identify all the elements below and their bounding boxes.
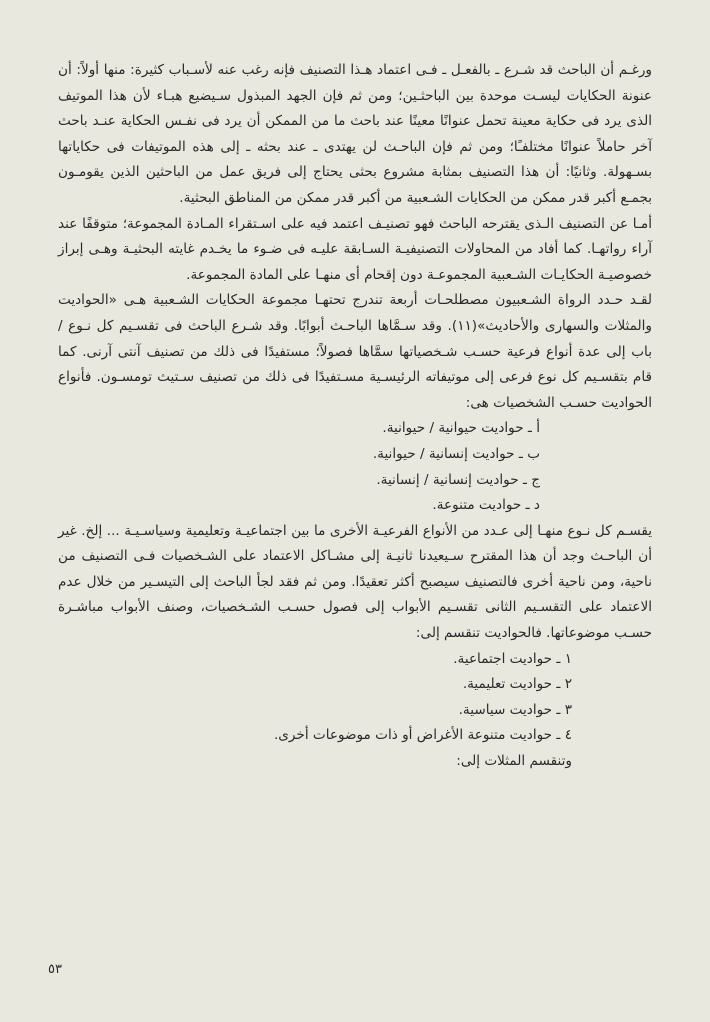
list-item: ٤ ـ حواديت متنوعة الأغراض أو ذات موضوعات أخرى. — [273, 727, 572, 744]
list-item: ٣ ـ حواديت سياسية. — [458, 701, 572, 718]
paragraph-proposed-classification: أمـا عن التصنيف الـذى يقترحه الباحث فهو تصنيـف اعتمد فيه على اسـتقراء المـادة المجموعة؛ متوقفًا عند آراء رواتهـا. كما أفاد من المحاولات التصنيفيـة السـابقة عليـه فى ضـوء ما يخـدم غايته البحثيـة وهـى إبراز خصوصيـة الحكايـات الشـعبية المجموعـة دون إقحام أى منهـا على المادة المجموعة. — [58, 215, 652, 283]
list-item: ١ ـ حواديت اجتماعية. — [453, 650, 572, 667]
paragraph-classification-intro: ورغـم أن الباحث قد شـرع ـ بالفعـل ـ فـى اعتماد هـذا التصنيف فإنه رغب عنه لأسـباب كثيرة: منها أولاً: أن عنونة الحكايات ليسـت موحدة بين الباحثـين؛ ومن ثم فإن الجهد المبذول سـيضيع هبـاء لأن هذا الموتيف الذى يرد فى حكاية معينة تحمل عنوانًا معينًا عند باحث ما من الممكن أن يرد فى نفـس الحكاية عنـد باحث آخر حاملاً عنوانًا مختلفـًا؛ ومن ثم فإن الباحـث لن يهتدى ـ عند بحثه ـ إلى هذه الموتيفات فى حكاياتها بسـهولة. وثانيًا: أن هذا التصنيف بمثابة مشروع بحثى يحتاج إلى فريق عمل من الباحثين الذين يقومـون بجمـع أكبر قدر ممكن من الحكايات الشـعبية من أكبر قدر ممكن من المناطق البحثية. — [58, 62, 652, 206]
list-item: ٢ ـ حواديت تعليمية. — [462, 676, 572, 693]
list-item: ج ـ حواديت إنسانية / إنسانية. — [376, 471, 540, 488]
page-body — [58, 58, 652, 775]
paragraph-subdivision: يقسـم كل نـوع منهـا إلى عـدد من الأنواع الفرعيـة الأخرى ما بين اجتماعيـة وتعليمية وسياسـيـة ... إلخ. غير أن الباحـث وجد أن هذا المقترح سـيعيدنا ثانيـة إلى مشـاكل الاعتماد على الشـخصيات فـى التصنيف من ناحية، ومن ناحية أخرى فالتصنيف سيصبح أكثر تعقيدًا. ومن ثم فقد لجأ الباحث إلى التيسـير من خلال عدم الاعتماد على التقسـيم الثانى تقسـيم الأبواب إلى فصول حسـب الشـخصيات، وصنف الأبواب مباشـرة حسـب موضوعاتها. فالحواديت تنقسم إلى: — [58, 522, 652, 642]
topic-types-list — [58, 647, 652, 749]
list-item: د ـ حواديت متنوعة. — [432, 497, 540, 514]
list-item: ب ـ حواديت إنسانية / حيوانية. — [372, 445, 540, 462]
character-types-list — [58, 416, 652, 518]
paragraph-mathalat: وتنقسم المثلات إلى: — [456, 753, 572, 770]
paragraph-four-terms: لقـد حـدد الرواة الشـعبيون مصطلحـات أربعة تندرج تحتهـا مجموعة الحكايات الشـعبية هـى «الحواديت والمثلات والسهارى والأحاديث»(١١). وقد سـمَّاها الباحـث أبوابًا. وقد شـرع الباحث فى تقسـيم كل نـوع / باب إلى عدة أنواع فرعية حسـب شـخصياتها سمَّاها فصولاً؛ مستفيدًا فى ذلك من تصنيف آنتى آرنى. كما قام بتقسـيم كل نوع فرعى إلى موتيفاته الرئيسـية مسـتفيدًا فى ذلك من تصنيف سـتيث تومسـون. فأنواع الحواديت حسـب الشخصيات هى: — [58, 292, 652, 411]
page-number: ٥٣ — [48, 962, 62, 977]
list-item: أ ـ حواديت حيوانية / حيوانية. — [382, 420, 540, 437]
